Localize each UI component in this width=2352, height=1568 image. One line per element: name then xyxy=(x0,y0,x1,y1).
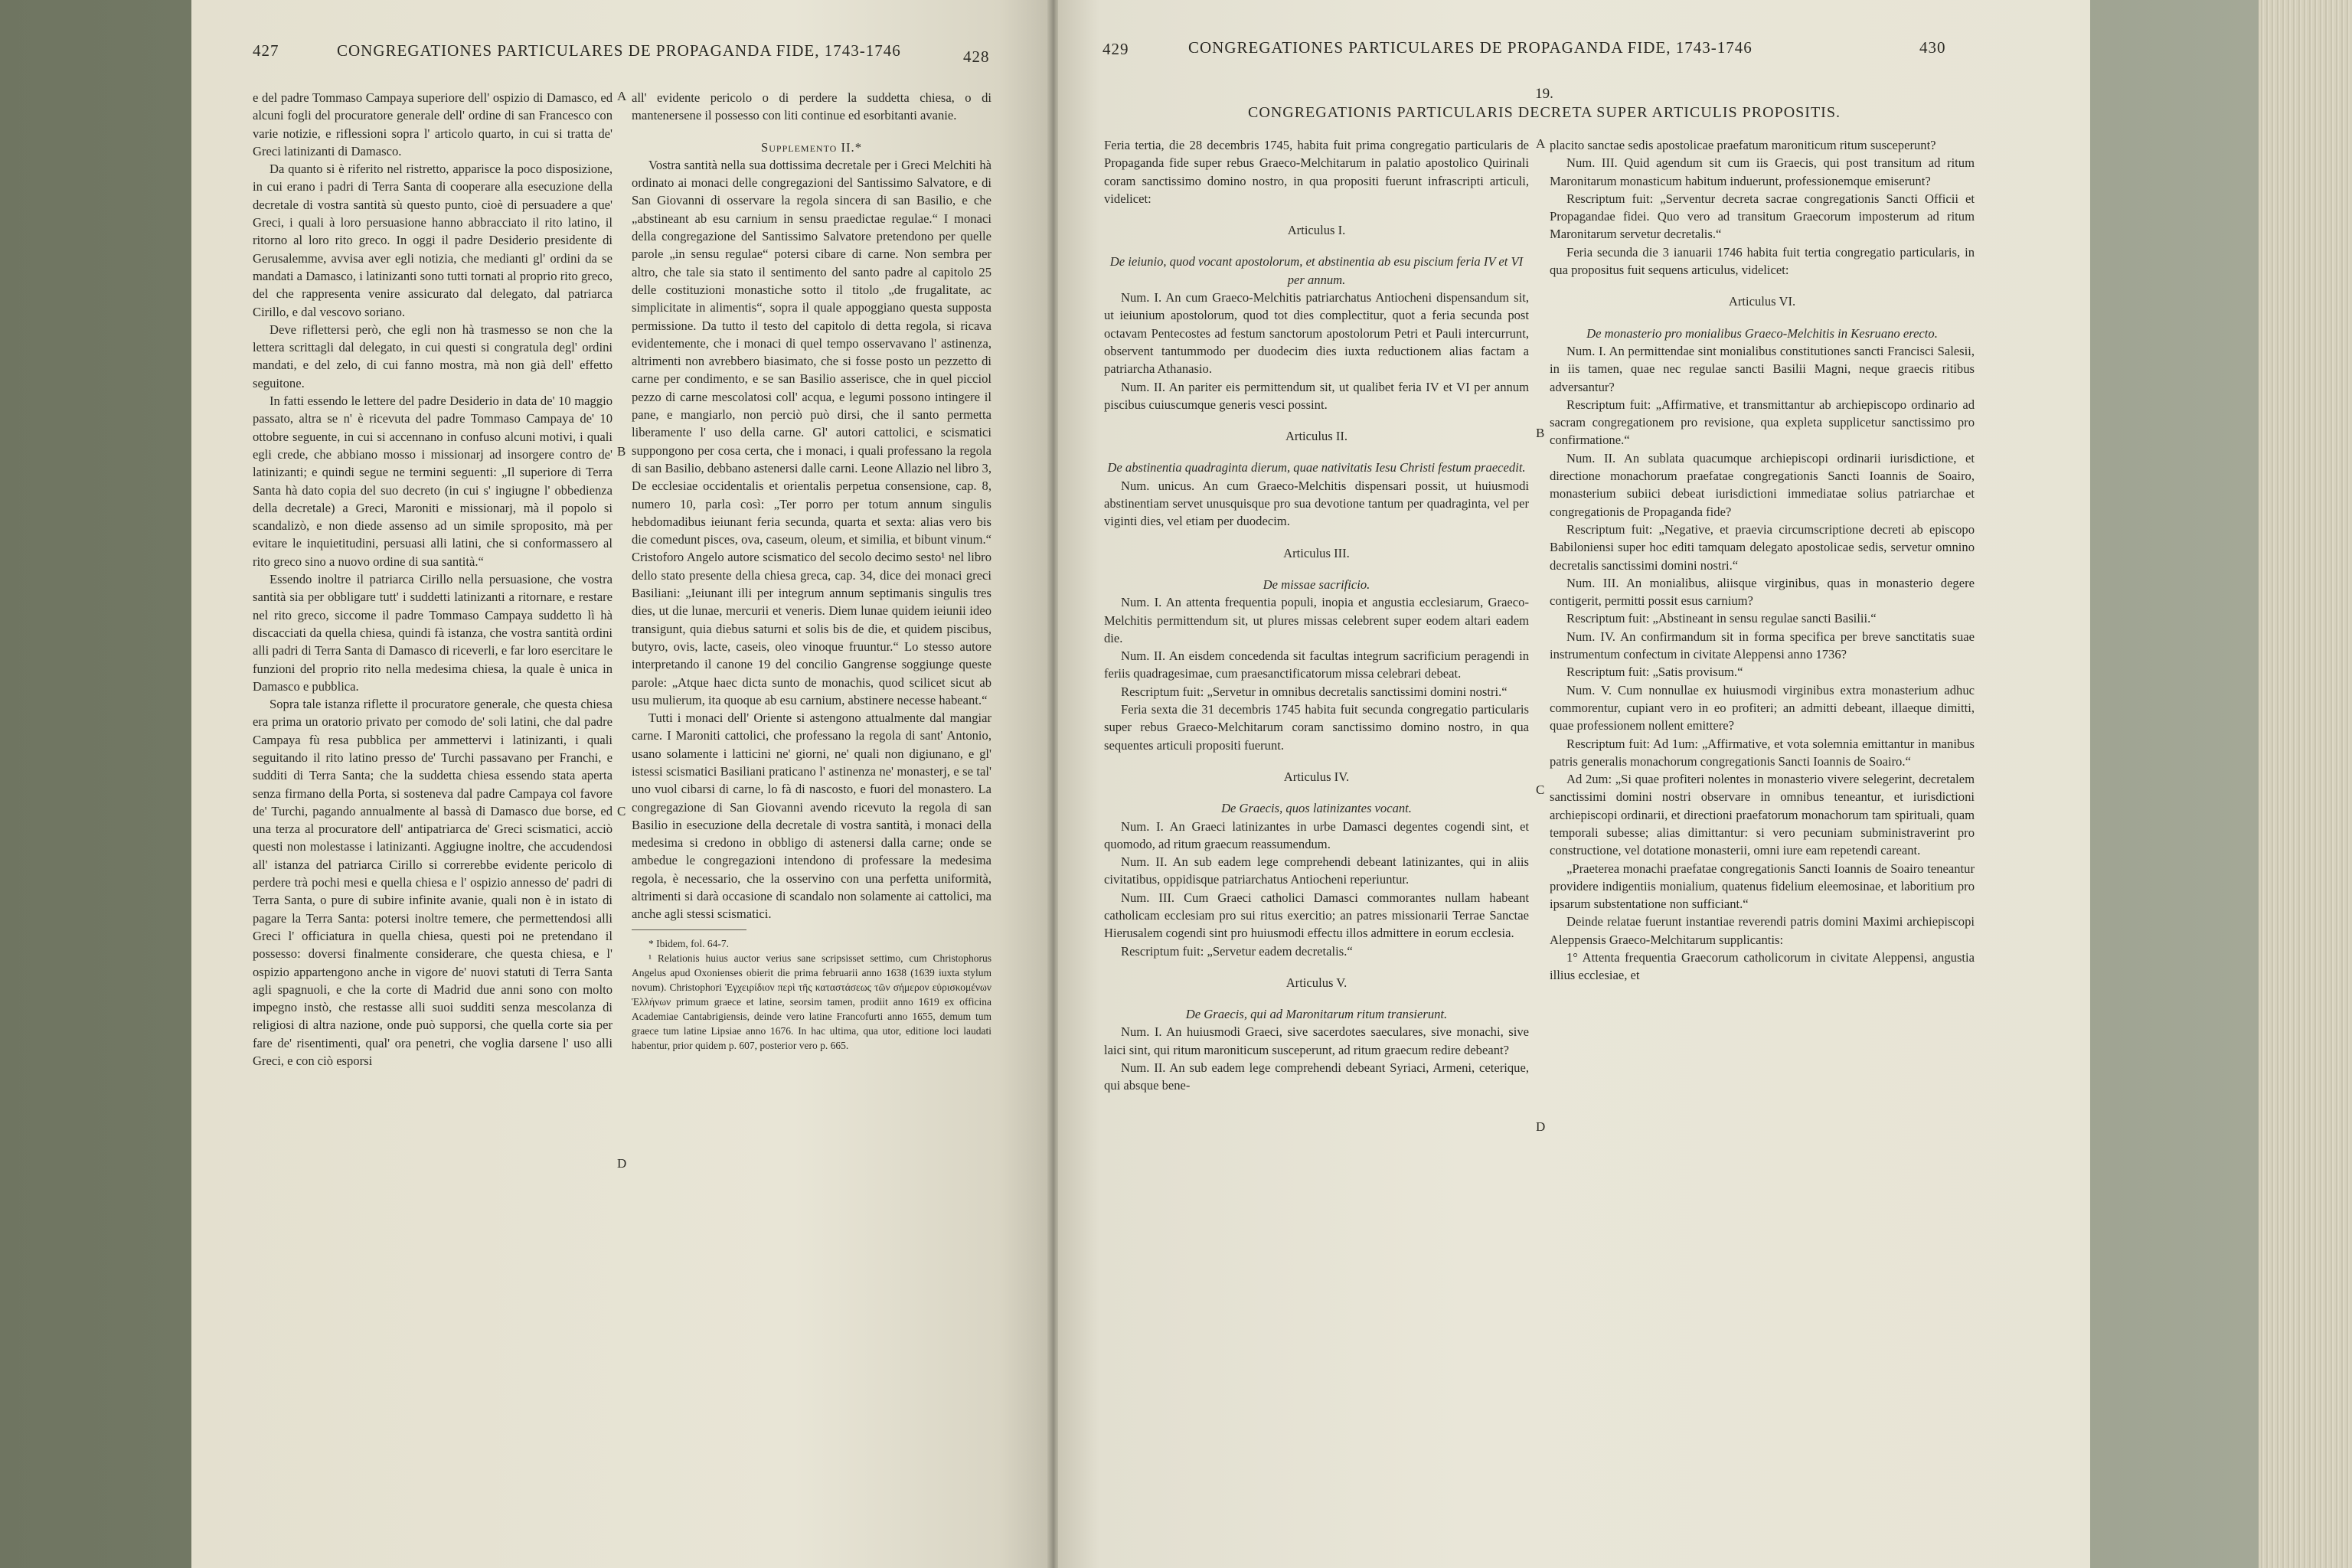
paragraph: Num. II. An sublata quacumque archiepiscopi ordinarii iurisdictione, et directione monachorum praefatae congregationis Sancti Ioannis de Soairo, monasterium subiici debeat iurisdictioni immediatae solius patriarchae et congregationis de Propaganda fide? xyxy=(1550,450,1975,519)
paragraph: e del padre Tommaso Campaya superiore dell' ospizio di Damasco, ed alcuni fogli del procuratore generale dell' ordine di san Francesco con varie notizie, e riflessioni sopra l' articolo quarto, in cui si tratta de' Greci latinizanti di Damasco. xyxy=(253,90,612,158)
paragraph: Num. III. Quid agendum sit cum iis Graecis, qui post transitum ad ritum Maronitarum monasticum habitum induerunt, professionemque emiserunt? xyxy=(1550,155,1975,188)
left-page xyxy=(191,0,1050,1568)
paragraph: In fatti essendo le lettere del padre Desiderio in data de' 10 maggio passato, altra se n' è ricevuta del padre Tommaso Campaya de' 10 ottobre seguente, in cui si accennano in confuso alcuni motivi, i quali egli crede, che abbiano mosso i missionarj ad insorgere contro de' latinizanti; e quindi segue ne termini seguenti: „Il superiore di Terra Santa hà dato copia del suo decreto (in cui s' ingiugne l' obbedienza della decretale) a Greci, Maroniti e missionarj, mà il popolo si scandalizò, e non diede assenso ad un simile sproposito, mà per evitare le inquietitudini, persuasi alli latini, che si conformassero al rito greco sino a nuovo ordine di sua santità.“ xyxy=(253,394,612,569)
paragraph: Num. V. Cum nonnullae ex huiusmodi virginibus extra monasterium adhuc commorentur, cupiant vero in eo profiteri; an admitti debeant, illaeque dimitti, quae professionem nollent emittere? xyxy=(1550,682,1975,733)
footnote: ¹ Relationis huius auctor verius sane scripsisset settimo, cum Christophorus Angelus apud Oxonienses obierit die prima februarii anno 1638 (1639 iuxta stylum novum). Christophori Ἐγχειρίδιον περὶ τῆς καταστάσεως τῶν σήμερον εὑρισκομένων Ἑλλήνων primum graece et latine, seorsim tamen, prodiit anno 1619 ex officina Academiae Cantabrigiensis, deinde vero latine Francofurti anno 1655, demum tum graece tum latine Lipsiae anno 1676. In hac ultima, qua utor, editione loci laudati habentur, prior quidem p. 607, posterior vero p. 665. xyxy=(632,952,991,1051)
left-page-number-inner: 428 xyxy=(963,47,990,66)
paragraph: Rescriptum fuit: „Affirmative, et transmittantur ab archiepiscopo ordinario ad sacram congregationem pro revisione, qua expleta supplicetur sanctissimo pro confirmatione.“ xyxy=(1550,397,1975,448)
paragraph: Rescriptum fuit: „Servetur in omnibus decretalis sanctissimi domini nostri.“ xyxy=(1121,684,1508,699)
paragraph: Num. II. An eisdem concedenda sit facultas integrum sacrificium peragendi in feriis quadragesimae, cum praesanctificatorum missa celebrari debeat. xyxy=(1104,648,1529,681)
section-heading: Articulus II. xyxy=(1285,429,1348,444)
section-heading: De missae sacrificio. xyxy=(1263,577,1370,592)
paragraph-gap xyxy=(1104,207,1529,221)
paragraph-gap xyxy=(1104,445,1529,459)
paragraph: Rescriptum fuit: Ad 1um: „Affirmative, et vota solemnia emittantur in manibus patris generalis monachorum congregationis Sancti Ioannis de Soairo.“ xyxy=(1550,736,1975,769)
paragraph: Num. III. Cum Graeci catholici Damasci commorantes nullam habeant catholicam ecclesiam pro sui ritus exercitio; an patres missionarii Terrae Sanctae Hierusalem cogendi sint pro huiusmodi effectu illos admittere in eorum ecclesia. xyxy=(1104,890,1529,941)
section-heading: De Graecis, quos latinizantes vocant. xyxy=(1221,801,1412,816)
paragraph: Num. I. An huiusmodi Graeci, sive sacerdotes saeculares, sive monachi, sive laici sint, qui ritum maroniticum susceperunt, ad ritum graecum redire debeant? xyxy=(1104,1024,1529,1057)
paragraph: „Praeterea monachi praefatae congregationis Sancti Ioannis de Soairo teneantur providere indigentiis monialium, quatenus fidelium eleemosinae, et laboritium pro ipsarum substentatione non sufficiant.“ xyxy=(1550,861,1975,912)
margin-letter-c-right: C xyxy=(1536,782,1545,797)
paragraph: Vostra santità nella sua dottissima decretale per i Greci Melchiti hà ordinato ai monaci delle congregazioni del Santissimo Salvatore, e di San Giovanni di osservare la regola sincera di san Basilio, e che „abstineant ab esu carnium in sensu praedictae regulae.“ I monaci della congregazione del Santissimo Salvatore pretendono per quelle parole „in sensu regulae“ potersi cibare di carne. Non sembra per altro, che tale sia stato il sentimento del santo padre al capitolo 25 delle costituzioni monastiche sotto il titolo „de frugalitate, ac simplicitate in alimentis“, sopra il quale appoggiano questa supposta permissione. Da tutto il testo del capitolo di detta regola, si ricava evidentemente, che i monaci di quel tempo osservavano l' astinenza, altrimenti non avrebbero biasimato, che si fosse posto un pezzetto di carne per condimento, e se san Basilio asserisce, che in quel picciol pezzo di carne mescolatosi coll' acqua, e legumi possono intingere il pane, e mangiarlo, non perciò può dirsi, che il santo permetta liberamente l' uso della carne. Gl' autori cattolici, e scismatici suppongono per cosa certa, che i monaci, i quali professano la regola di san Basilio, debbano astenersi dalle carni. Leone Allazio nel libro 3, De ecclesiae occidentalis et orientalis perpetua consensione, cap. 8, numero 10, parla così: „Ter porro per totum annum singulis hebdomadibus ieiunant feria secunda, quarta et sexta: alias vero bis die comedunt pisces, ova, caseum, oleum, et similia, et bibunt vinum.“ Cristoforo Angelo autore scismatico del secolo decimo sesto¹ nel libro dello stato presente della chiesa greca, cap. 34, dice dei monaci greci Basiliani: „Ieiunant illi per integrum annum septimanis singulis tres dies, ut die lunae, mercurii et veneris. Diem lunae quidem ieiunii ideo transigunt, quia diebus saturni et solis bis de die, et quidem piscibus, butyro, ovis, lacte, caseis, oleo vinoque fruuntur.“ Lo stesso autore interpretando il canone 19 del concilio Gangrense soggiunge queste parole: „Atque haec dicta sunto de monachis, quod scilicet sicut ab usu mulierum, ita quoque ab esu carnium, abstinere necesse habeant.“ xyxy=(632,157,991,707)
footnote-rule xyxy=(632,929,746,930)
paragraph: all' evidente pericolo o di perdere la suddetta chiesa, o di mantenersene il possesso con liti continue ed esorbitanti avanie. xyxy=(632,90,991,123)
section-heading: Articulus VI. xyxy=(1728,294,1796,309)
paragraph: Rescriptum fuit: „Serventur decreta sacrae congregationis Sancti Officii et Propagandae fidei. Quo vero ad transitum Graecorum imposterum ad ritum Maronitarum servetur decretalis.“ xyxy=(1550,191,1975,242)
paragraph: Essendo inoltre il patriarca Cirillo nella persuasione, che vostra santità sia per obbligare tutt' i suddetti latinizanti a ritornare, e restare nel rito greco, siccome il padre Tommaso Campaya suddetto lì hà discacciati da quella chiesa, quindi fà istanza, che vostra santità ordini alli padri di Terra Santa di Damasco di riceverli, e far loro esercitare le funzioni del proprio rito nella medesima chiesa, la quale è unica in Damasco e pubblica. xyxy=(253,572,612,694)
paragraph: Rescriptum fuit: „Satis provisum.“ xyxy=(1566,665,1743,680)
paragraph-gap xyxy=(1104,960,1529,974)
right-page xyxy=(1058,0,2090,1568)
paragraph: Rescriptum fuit: „Servetur eadem decretalis.“ xyxy=(1121,943,1353,959)
paragraph-gap xyxy=(1104,754,1529,768)
right-column-2 xyxy=(1550,136,1975,1537)
margin-letter-b: B xyxy=(617,444,626,459)
paragraph-gap xyxy=(1104,991,1529,1005)
right-page-number-inner: 429 xyxy=(1102,40,1129,58)
footnote: * Ibidem, fol. 64-7. xyxy=(648,937,729,949)
right-column-1 xyxy=(1104,136,1529,1537)
open-book xyxy=(191,0,2090,1568)
section-heading: De abstinentia quadraginta dierum, quae nativitatis Iesu Christi festum praecedit. xyxy=(1107,460,1526,475)
section-heading: De ieiunio, quod vocant apostolorum, et abstinentia ab esu piscium feria IV et VI per annum. xyxy=(1109,254,1524,287)
left-column-2 xyxy=(632,89,991,1544)
left-running-head: CONGREGATIONES PARTICULARES DE PROPAGANDA FIDE, 1743-1746 xyxy=(337,41,901,60)
paragraph: Tutti i monaci dell' Oriente si astengono attualmente dal mangiar carne. I Maroniti cattolici, che professano la regola di sant' Antonio, usano solamente i latticini ne' giorni, ne' quali non digiunano, e gl' istessi scismatici Basiliani praticano l' astinenza ne' monasterj, e se tal' uno vuol cibarsi di carne, lo fà di nascosto, e fuori del monastero. La congregazione di San Giovanni avendo ricevuto la regola di san Basilio in esecuzione della decretale di vostra santità, i monaci della medesima si credono in obbligo di astenersi dalla carne; onde se ambedue le congregazioni intendono di professare la medesima regola, è necessario, che la osservino con una perfetta uniformità, altrimenti si darà occasione di scandalo non solamente ai cattolici, ma anche agli stessi scismatici. xyxy=(632,710,991,922)
document-number: 19. xyxy=(1535,86,1553,102)
paragraph-gap xyxy=(1550,279,1975,292)
paragraph-gap xyxy=(1550,311,1975,325)
paragraph-gap xyxy=(1104,413,1529,427)
paragraph-gap xyxy=(1104,239,1529,253)
paragraph: Rescriptum fuit: „Negative, et praevia circumscriptione decreti ab episcopo Babiloniensi super hoc editi tamquam delegato apostolicae sedis, servetur omnino decretalis sanctissimi domini nostri.“ xyxy=(1550,521,1975,573)
page-edges xyxy=(2259,0,2352,1568)
paragraph-gap xyxy=(1104,786,1529,799)
margin-letter-d: D xyxy=(617,1156,627,1171)
paragraph: Ad 2um: „Si quae profiteri nolentes in monasterio vivere selegerint, decretalem sanctissimi domini nostri observare in omnibus teneantur, et iurisdictioni archiepiscopi ordinarii, et directioni praefatorum monachorum tam spirituali, quam temporali subesse; alias dimittantur: si vero pecuniam subministraverint pro constructione, vel dotatione monasterii, omni iure eam repetendi careant. xyxy=(1550,772,1975,858)
margin-letter-c: C xyxy=(617,804,626,818)
paragraph: Num. unicus. An cum Graeco-Melchitis dispensari possit, ut huiusmodi abstinentiam servet unusquisque pro sua devotione tantum per quadraginta, vel per viginti dies, vel etiam per duodecim. xyxy=(1104,478,1529,529)
margin-letter-b-right: B xyxy=(1536,426,1545,440)
paragraph: Num. II. An pariter eis permittendum sit, ut qualibet feria IV et VI per annum piscibus cuiuscumque generis vesci possint. xyxy=(1104,379,1529,412)
paragraph-gap xyxy=(1104,531,1529,544)
margin-letter-a: A xyxy=(617,89,627,103)
paragraph: Num. II. An sub eadem lege comprehendi debeant Syriaci, Armeni, ceterique, qui absque bene- xyxy=(1104,1060,1529,1093)
section-heading: Articulus IV. xyxy=(1283,769,1350,784)
section-heading: De monasterio pro monialibus Graeco-Melchitis in Kesruano erecto. xyxy=(1586,325,1938,341)
section-heading: De Graecis, qui ad Maronitarum ritum transierunt. xyxy=(1185,1007,1448,1022)
paragraph: Num. III. An monialibus, aliisque virginibus, quas in monasterio degere contigerit, permitti possit esus carnium? xyxy=(1550,575,1975,609)
paragraph: Feria sexta die 31 decembris 1745 habita fuit secunda congregatio particularis super rebus Graeco-Melchitarum coram sanctissimo domino nostro, in qua sequentes articuli propositi fuerunt. xyxy=(1104,702,1529,753)
paragraph: 1° Attenta frequentia Graecorum catholicorum in civitate Aleppensi, angustia illius ecclesiae, et xyxy=(1550,950,1975,983)
paragraph: Rescriptum fuit: „Abstineant in sensu regulae sancti Basilii.“ xyxy=(1566,611,1877,626)
section-heading: Articulus V. xyxy=(1285,975,1348,990)
paragraph: Feria secunda die 3 ianuarii 1746 habita fuit tertia congregatio particularis, in qua propositus fuit sequens articulus, videlicet: xyxy=(1550,244,1975,278)
right-running-head: CONGREGATIONES PARTICULARES DE PROPAGANDA FIDE, 1743-1746 xyxy=(1188,38,1753,57)
paragraph: Da quanto si è riferito nel ristretto, apparisce la poco disposizione, in cui erano i padri di Terra Santa di cooperare alla esecuzione della decretale di vostra santità sù questo punto, cioè di persuadere a que' Greci, i quali à loro persuasione hanno abbracciato il rito latino, il ritorno al loro rito greco. In oggi il padre Desiderio presidente di Gerusalemme, avvisa aver egli notizia, che medianti gl' ordini da se mandati a Damasco, i latinizanti sono tutti tornati al proprio rito greco, del che rappresenta venire assicurato dal delegato, dal patriarca Cirillo, e dal vescovo soriano. xyxy=(253,162,612,319)
paragraph: Num. I. An attenta frequentia populi, inopia et angustia ecclesiarum, Graeco-Melchitis permittendum sit, ut plures missas celebrent super eodem altari eadem die. xyxy=(1104,595,1529,645)
paragraph: Feria tertia, die 28 decembris 1745, habita fuit prima congregatio particularis de Propaganda fide super rebus Graeco-Melchitarum in palatio apostolico Quirinali coram sanctissimo domino nostro, in qua propositi fuerunt infrascripti articuli, videlicet: xyxy=(1104,138,1529,206)
paragraph: placito sanctae sedis apostolicae praefatum maroniticum ritum susceperunt? xyxy=(1550,138,1936,152)
paragraph: Num. I. An cum Graeco-Melchitis patriarchatus Antiocheni dispensandum sit, ut ieiunium apostolorum, quod tot dies complectitur, quot a feria secunda post octavam Pentecostes ad festum sanctorum apostolorum Petri et Pauli intercurrunt, observent tantummodo per duodecim dies iuxta reductionem alias factam a patriarcha Athanasio. xyxy=(1104,290,1529,377)
paragraph-gap xyxy=(1104,562,1529,576)
section-heading: Articulus III. xyxy=(1283,545,1350,560)
left-page-number-outer: 427 xyxy=(253,41,279,60)
paragraph-gap xyxy=(632,125,991,139)
paragraph: Num. II. An sub eadem lege comprehendi debeant latinizantes, qui in aliis civitatibus, oppidisque patriarchatus Antiocheni reperiuntur. xyxy=(1104,854,1529,887)
section-heading: Articulus I. xyxy=(1287,223,1346,238)
left-column-1 xyxy=(253,89,612,1544)
document-title: CONGREGATIONIS PARTICULARIS DECRETA SUPER ARTICULIS PROPOSITIS. xyxy=(1248,104,1841,121)
margin-letter-a-right: A xyxy=(1536,136,1546,151)
right-page-number-outer: 430 xyxy=(1919,38,1946,57)
paragraph: Sopra tale istanza riflette il procuratore generale, che questa chiesa era prima un oratorio privato per comodo de' soli latini, che dal padre Campaya fù resa pubblica per ammettervi i latinizanti, i quali seguitando il rito latino presso de' Turchi passavano per Franchi, e sudditi di Terra Santa; che la suddetta chiesa essendo stata aperta senza firmano della Porta, si sosteneva dal padre Campaya col favore de' Turchi, pagando annualmente al bassà di Damasco due borse, ed una terza al procuratore dell' antipatriarca de' Greci scismatici, acciò questi non molestasse i latinizanti. Aggiugne inoltre, che accudendosi all' istanza del patriarca Cirillo si correrebbe evidente pericolo di perdere trà pochi mesi e quella chiesa e l' ospizio annesso de' padri di Terra Santa, o pure di subire infinite avanie, quali non è in istato di pagare la Terra Santa: potersi inoltre temere, che permettendosi alli Greci l' officiatura in quella chiesa, questi poi ne pretendano il possesso: doversi finalmente considerare, che questa chiesa, e l' ospizio appartengono anche in vigore de' nuovi statuti di Terra Santa agli spagnuoli, e che la corte di Madrid due anni sono con molto impegno instò, che restasse alli suoi sudditi senza mescolanza di religiosi di altra nazione, onde può supporsi, che quella corte sia per fare de' risentimenti, qual' ora penetri, che voglia darsene l' uso alli Greci, e con ciò esporsi xyxy=(253,697,612,1069)
paragraph: Num. IV. An confirmandum sit in forma specifica per breve sanctitatis suae instrumentum confectum in civitate Aleppensi anno 1736? xyxy=(1550,629,1975,662)
margin-letter-d-right: D xyxy=(1536,1119,1546,1134)
paragraph: Num. I. An permittendae sint monialibus constitutiones sancti Francisci Salesii, in iis tamen, quae nec regulae sancti Basilii Magni, neque graecis ritibus adversantur? xyxy=(1550,343,1975,394)
paragraph: Deve riflettersi però, che egli non hà trasmesso se non che la lettera scrittagli dal delegato, in cui questi si congratula degl' ordini mandati, e del zelo, di cui fanno mostra, mà non già dell' effetto seguitone. xyxy=(253,322,612,390)
section-heading: Supplemento II.* xyxy=(761,139,862,155)
paragraph: Deinde relatae fuerunt instantiae reverendi patris domini Maximi archiepiscopi Aleppensis Graeco-Melchitarum supplicantis: xyxy=(1550,914,1975,947)
paragraph: Num. I. An Graeci latinizantes in urbe Damasci degentes cogendi sint, et quomodo, ad ritum graecum reassumendum. xyxy=(1104,818,1529,851)
